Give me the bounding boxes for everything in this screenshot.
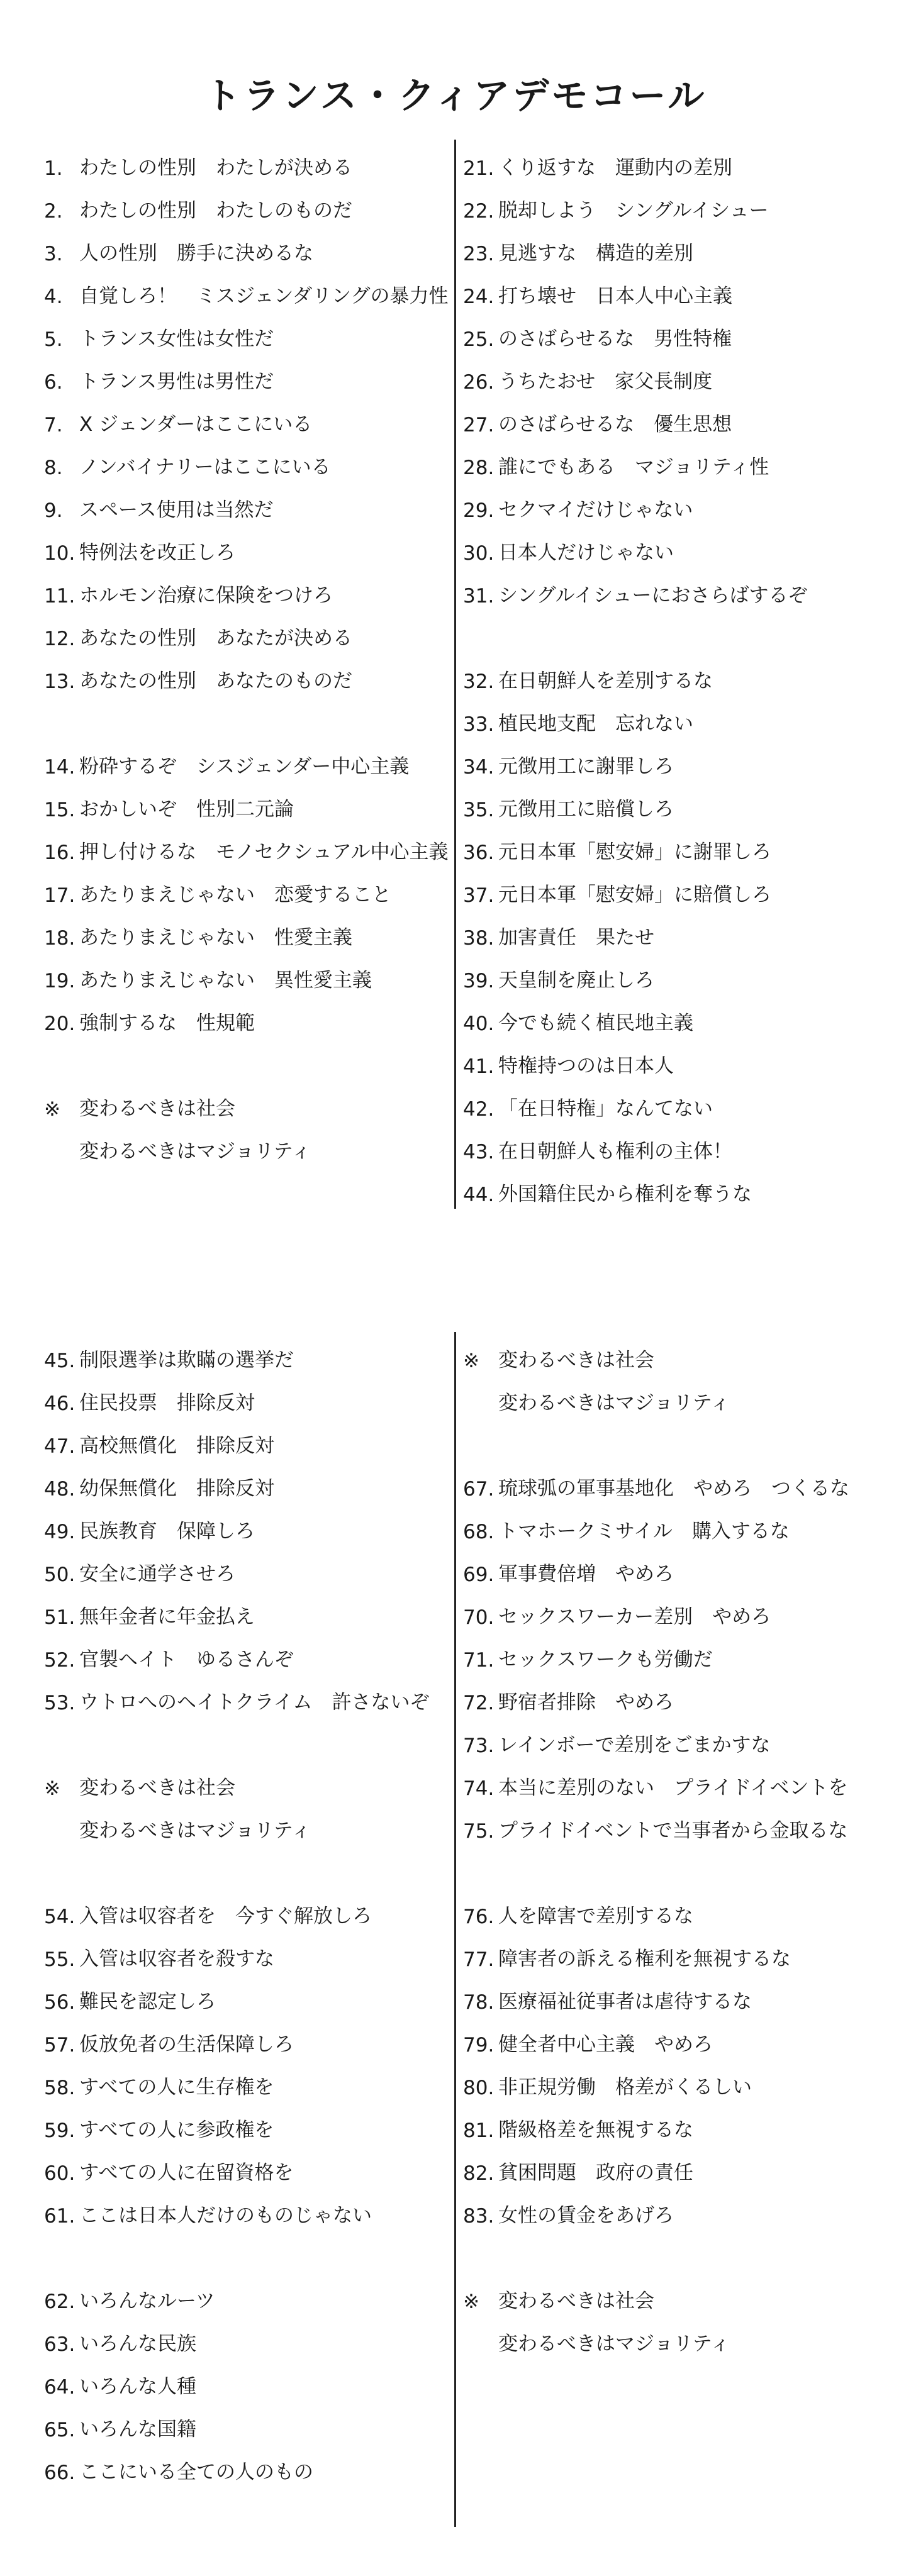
call-text: 「在日特権」なんてない (498, 1097, 713, 1120)
call-number: 57. (44, 2034, 75, 2057)
call-number: 68. (463, 1521, 495, 1543)
call-number: 4. (44, 286, 63, 308)
call-column-top-left (44, 143, 447, 1170)
call-number: 22. (463, 200, 495, 223)
call-text: プライドイベントで当事者から金取るな (498, 1819, 848, 1842)
call-number: 46. (44, 1392, 75, 1415)
call-item (463, 828, 866, 870)
call-number: 58. (44, 2077, 75, 2099)
call-text: 仮放免者の生活保障しろ (79, 2033, 294, 2056)
call-number: 36. (463, 841, 495, 864)
call-item (463, 1721, 866, 1763)
call-number: 25. (463, 328, 495, 351)
call-item (463, 2106, 866, 2148)
call-number: 20. (44, 1013, 75, 1035)
call-number: 51. (44, 1606, 75, 1629)
call-number: 16. (44, 841, 75, 864)
call-item (463, 229, 866, 272)
call-item (463, 999, 866, 1041)
call-text: 在日朝鮮人も権利の主体！ (498, 1140, 732, 1163)
note-line-society: 変わるべきは社会 (79, 1097, 235, 1120)
call-text: ウトロへのヘイトクライム 許さないぞ (79, 1691, 430, 1714)
call-number: 30. (463, 542, 495, 565)
call-number: 31. (463, 585, 495, 608)
note-block (44, 1763, 447, 1806)
call-number: 49. (44, 1521, 75, 1543)
call-text: いろんなルーツ (79, 2290, 215, 2312)
call-item (463, 314, 866, 357)
spacer (463, 1849, 866, 1892)
call-number: 12. (44, 628, 75, 650)
call-column-top-right (463, 143, 866, 1213)
call-number: 70. (463, 1606, 495, 1629)
call-text: 健全者中心主義 やめろ (498, 2033, 713, 2056)
call-text: ここにいる全ての人のもの (79, 2461, 313, 2484)
call-number: 65. (44, 2419, 75, 2441)
call-item (463, 742, 866, 785)
call-number: 2. (44, 200, 63, 223)
call-number: 73. (463, 1735, 495, 1757)
call-number: 41. (463, 1055, 495, 1078)
call-text: いろんな人種 (79, 2375, 196, 2398)
call-item (44, 1592, 447, 1635)
call-item (44, 1550, 447, 1592)
call-item (463, 400, 866, 443)
spacer (463, 1421, 866, 1464)
call-item (44, 1635, 447, 1678)
call-text: 脱却しよう シングルイシュー (498, 199, 769, 222)
call-item (463, 1507, 866, 1550)
call-column-bottom-right (463, 1336, 866, 2362)
call-text: 自覚しろ！ ミスジェンダリングの暴力性 (79, 285, 449, 308)
call-number: 18. (44, 927, 75, 950)
call-text: 粉砕するぞ シスジェンダー中心主義 (79, 755, 410, 778)
call-item (44, 272, 447, 314)
call-number: 72. (463, 1692, 495, 1714)
note-line-society: 変わるべきは社会 (498, 1349, 654, 1372)
call-item (44, 229, 447, 272)
call-number: 55. (44, 1948, 75, 1971)
call-text: すべての人に在留資格を (79, 2162, 294, 2184)
call-text: 天皇制を廃止しろ (498, 969, 654, 992)
call-text: 安全に通学させろ (79, 1563, 235, 1585)
call-item (44, 2405, 447, 2448)
call-number: 76. (463, 1906, 495, 1928)
call-text: 押し付けるな モノセクシュアル中心主義 (79, 841, 449, 863)
call-number: 60. (44, 2162, 75, 2185)
call-number: 33. (463, 713, 495, 736)
call-item (44, 1977, 447, 2020)
call-number: 81. (463, 2119, 495, 2142)
call-item (44, 870, 447, 913)
call-item (463, 1977, 866, 2020)
call-number: 69. (463, 1563, 495, 1586)
call-text: わたしの性別 わたしが決める (79, 157, 352, 179)
call-item (463, 1935, 866, 1977)
call-text: 階級格差を無視するな (498, 2119, 693, 2141)
call-number: 61. (44, 2205, 75, 2228)
call-item (44, 2106, 447, 2148)
call-item (44, 2191, 447, 2234)
call-item (463, 1806, 866, 1849)
call-item (463, 785, 866, 828)
call-item (44, 528, 447, 571)
call-item (463, 913, 866, 956)
call-text: 元日本軍「慰安婦」に謝罪しろ (498, 841, 771, 863)
call-text: うちたおせ 家父長制度 (498, 370, 713, 393)
call-number: 54. (44, 1906, 75, 1928)
call-number: 74. (463, 1777, 495, 1800)
call-text: 軍事費倍増 やめろ (498, 1563, 674, 1585)
call-number: 63. (44, 2333, 75, 2356)
call-text: 在日朝鮮人を差別するな (498, 670, 713, 692)
call-number: 11. (44, 585, 75, 608)
call-text: 入管は収容者を 今すぐ解放しろ (79, 1905, 372, 1928)
call-number: 78. (463, 1991, 495, 2014)
call-item (463, 699, 866, 742)
call-number: 64. (44, 2376, 75, 2399)
call-text: 元日本軍「慰安婦」に賠償しろ (498, 884, 771, 906)
call-number: 59. (44, 2119, 75, 2142)
call-item (44, 357, 447, 400)
call-number: 52. (44, 1649, 75, 1672)
call-item (44, 400, 447, 443)
call-number: 66. (44, 2462, 75, 2484)
call-text: 外国籍住民から権利を奪うな (498, 1183, 752, 1206)
call-item (44, 828, 447, 870)
call-item (463, 571, 866, 614)
call-number: 37. (463, 884, 495, 907)
call-number: 62. (44, 2290, 75, 2313)
call-number: 45. (44, 1350, 75, 1372)
note-mark: ※ (463, 1350, 479, 1372)
call-item (44, 186, 447, 229)
call-item (463, 443, 866, 486)
call-text: セックスワーカー差別 やめろ (498, 1606, 771, 1628)
call-item (44, 143, 447, 186)
call-item (463, 1763, 866, 1806)
call-text: すべての人に参政権を (79, 2119, 274, 2141)
note-block-second (463, 1379, 866, 1421)
call-item (463, 1550, 866, 1592)
call-item (44, 2362, 447, 2405)
call-number: 48. (44, 1478, 75, 1501)
call-number: 13. (44, 670, 75, 693)
column-divider-bottom (454, 1332, 456, 2527)
call-text: 高校無償化 排除反対 (79, 1435, 274, 1457)
call-item (44, 785, 447, 828)
call-text: 人の性別 勝手に決めるな (79, 242, 313, 265)
call-number: 3. (44, 243, 63, 265)
call-text: 住民投票 排除反対 (79, 1392, 255, 1414)
call-text: 非正規労働 格差がくるしい (498, 2076, 752, 2099)
note-line-majority: 変わるべきはマジョリティ (79, 1819, 311, 1842)
call-item (44, 2063, 447, 2106)
call-item (463, 1170, 866, 1213)
call-number: 17. (44, 884, 75, 907)
call-item (44, 1464, 447, 1507)
call-item (463, 2191, 866, 2234)
call-text: いろんな国籍 (79, 2418, 196, 2441)
call-text: あなたの性別 あなたのものだ (79, 670, 352, 692)
call-item (463, 357, 866, 400)
call-text: 入管は収容者を殺すな (79, 1948, 274, 1970)
call-number: 32. (463, 670, 495, 693)
call-number: 71. (463, 1649, 495, 1672)
call-text: 民族教育 保障しろ (79, 1520, 255, 1543)
call-text: 制限選挙は欺瞞の選挙だ (79, 1349, 294, 1372)
call-text: おかしいぞ 性別二元論 (79, 798, 294, 821)
column-divider-top (454, 140, 456, 1209)
note-block (463, 1336, 866, 1379)
call-item (463, 1084, 866, 1127)
call-number: 42. (463, 1098, 495, 1121)
note-block (463, 2277, 866, 2319)
call-column-bottom-left (44, 1336, 447, 2490)
note-mark: ※ (463, 2290, 479, 2313)
call-number: 19. (44, 970, 75, 992)
call-number: 43. (463, 1141, 495, 1163)
call-number: 35. (463, 799, 495, 821)
call-number: 21. (463, 157, 495, 180)
call-text: あたりまえじゃない 異性愛主義 (79, 969, 372, 992)
spacer (463, 2234, 866, 2277)
call-text: セックスワークも労働だ (498, 1648, 713, 1671)
call-text: 本当に差別のない プライドイベントを (498, 1777, 848, 1799)
call-item (44, 742, 447, 785)
call-item (44, 999, 447, 1041)
spacer (44, 1721, 447, 1763)
note-mark: ※ (44, 1777, 60, 1800)
note-block-second (44, 1806, 447, 1849)
call-number: 9. (44, 499, 63, 522)
call-number: 82. (463, 2162, 495, 2185)
call-text: 元徴用工に謝罪しろ (498, 755, 674, 778)
call-item (44, 2319, 447, 2362)
call-text: トランス男性は男性だ (79, 370, 274, 393)
call-item (463, 143, 866, 186)
call-item (44, 1507, 447, 1550)
call-number: 29. (463, 499, 495, 522)
call-item (44, 2148, 447, 2191)
call-item (463, 1592, 866, 1635)
call-item (44, 2020, 447, 2063)
call-text: ここは日本人だけのものじゃない (79, 2204, 372, 2227)
call-number: 24. (463, 286, 495, 308)
call-number: 40. (463, 1013, 495, 1035)
call-text: 琉球弧の軍事基地化 やめろ つくるな (498, 1477, 849, 1500)
spacer (44, 699, 447, 742)
call-number: 39. (463, 970, 495, 992)
call-number: 50. (44, 1563, 75, 1586)
call-text: くり返すな 運動内の差別 (498, 157, 732, 179)
call-text: ノンバイナリーはここにいる (79, 456, 331, 479)
call-item (44, 956, 447, 999)
call-text: 見逃すな 構造的差別 (498, 242, 693, 265)
call-item (44, 913, 447, 956)
call-text: 今でも続く植民地主義 (498, 1012, 693, 1035)
call-text: 幼保無償化 排除反対 (79, 1477, 274, 1500)
call-text: 元徴用工に賠償しろ (498, 798, 674, 821)
note-block-second (463, 2319, 866, 2362)
call-item (44, 1421, 447, 1464)
call-number: 53. (44, 1692, 75, 1714)
call-number: 5. (44, 328, 63, 351)
call-text: 加害責任 果たせ (498, 926, 654, 949)
call-text: セクマイだけじゃない (498, 499, 693, 521)
call-text: あたりまえじゃない 性愛主義 (79, 926, 352, 949)
call-item (463, 2063, 866, 2106)
call-text: 野宿者排除 やめろ (498, 1691, 674, 1714)
call-text: 日本人だけじゃない (498, 541, 674, 564)
call-text: ホルモン治療に保険をつけろ (79, 584, 333, 607)
call-item (44, 443, 447, 486)
call-text: 難民を認定しろ (79, 1990, 216, 2013)
spacer (44, 2234, 447, 2277)
call-text: レインボーで差別をごまかすな (498, 1734, 771, 1757)
call-text: 障害者の訴える権利を無視するな (498, 1948, 791, 1970)
call-item (463, 186, 866, 229)
call-number: 10. (44, 542, 75, 565)
note-block (44, 1084, 447, 1127)
call-number: 47. (44, 1435, 75, 1458)
call-text: 特例法を改正しろ (79, 541, 235, 564)
call-text: 人を障害で差別するな (498, 1905, 693, 1928)
call-text: のさばらせるな 男性特権 (498, 328, 732, 350)
call-number: 34. (463, 756, 495, 779)
call-number: 83. (463, 2205, 495, 2228)
call-item (463, 2020, 866, 2063)
page-title: トランス・クィアデモコール (204, 74, 707, 117)
call-item (463, 1635, 866, 1678)
call-text: 女性の賃金をあげろ (498, 2204, 674, 2227)
note-mark: ※ (44, 1098, 60, 1121)
call-number: 56. (44, 1991, 75, 2014)
call-item (463, 870, 866, 913)
call-item (44, 657, 447, 699)
call-number: 26. (463, 371, 495, 394)
call-text: あなたの性別 あなたが決める (79, 627, 352, 650)
call-text: X ジェンダーはここにいる (79, 413, 313, 436)
call-text: 打ち壊せ 日本人中心主義 (498, 285, 732, 308)
call-number: 8. (44, 457, 63, 479)
call-number: 77. (463, 1948, 495, 1971)
note-line-society: 変わるべきは社会 (79, 1777, 235, 1799)
call-text: あたりまえじゃない 恋愛すること (79, 884, 391, 906)
spacer (44, 1849, 447, 1892)
call-item (463, 1892, 866, 1935)
call-text: すべての人に生存権を (79, 2076, 274, 2099)
spacer (44, 1041, 447, 1084)
call-item (44, 1935, 447, 1977)
call-number: 27. (463, 414, 495, 436)
call-item (463, 272, 866, 314)
call-text: 植民地支配 忘れない (498, 713, 693, 735)
call-item (463, 2148, 866, 2191)
call-item (44, 571, 447, 614)
call-text: 官製ヘイト ゆるさんぞ (79, 1648, 294, 1671)
call-item (44, 614, 447, 657)
note-line-majority: 変わるべきはマジョリティ (498, 2333, 730, 2355)
call-number: 6. (44, 371, 63, 394)
call-text: 無年金者に年金払え (79, 1606, 255, 1628)
call-item (463, 528, 866, 571)
spacer (463, 614, 866, 657)
call-item (44, 2448, 447, 2490)
call-item (463, 1678, 866, 1721)
call-number: 28. (463, 457, 495, 479)
call-item (44, 1336, 447, 1379)
call-text: スペース使用は当然だ (79, 499, 274, 521)
call-number: 14. (44, 756, 75, 779)
call-item (463, 486, 866, 528)
call-text: 誰にでもある マジョリティ性 (498, 456, 769, 479)
call-number: 79. (463, 2034, 495, 2057)
call-item (463, 956, 866, 999)
call-item (463, 1127, 866, 1170)
call-number: 38. (463, 927, 495, 950)
note-line-society: 変わるべきは社会 (498, 2290, 654, 2312)
call-item (463, 1041, 866, 1084)
call-text: トランス女性は女性だ (79, 328, 274, 350)
call-text: シングルイシューにおさらばするぞ (498, 584, 808, 607)
call-number: 75. (463, 1820, 495, 1843)
call-text: のさばらせるな 優生思想 (498, 413, 732, 436)
call-item (44, 2277, 447, 2319)
note-line-majority: 変わるべきはマジョリティ (79, 1140, 311, 1163)
call-item (44, 1892, 447, 1935)
note-block-second (44, 1127, 447, 1170)
call-item (44, 1379, 447, 1421)
call-text: 貧困問題 政府の責任 (498, 2162, 693, 2184)
note-line-majority: 変わるべきはマジョリティ (498, 1392, 730, 1414)
call-text: 強制するな 性規範 (79, 1012, 255, 1035)
call-item (463, 657, 866, 699)
call-number: 15. (44, 799, 75, 821)
call-text: 医療福祉従事者は虐待するな (498, 1990, 752, 2013)
call-item (463, 1464, 866, 1507)
call-text: わたしの性別 わたしのものだ (79, 199, 352, 222)
call-text: 特権持つのは日本人 (498, 1055, 674, 1077)
call-number: 80. (463, 2077, 495, 2099)
call-item (44, 486, 447, 528)
call-number: 23. (463, 243, 495, 265)
call-number: 44. (463, 1184, 495, 1206)
call-number: 1. (44, 157, 63, 180)
call-item (44, 1678, 447, 1721)
call-number: 7. (44, 414, 63, 436)
call-number: 67. (463, 1478, 495, 1501)
call-text: トマホークミサイル 購入するな (498, 1520, 790, 1543)
call-text: いろんな民族 (79, 2333, 196, 2355)
call-item (44, 314, 447, 357)
